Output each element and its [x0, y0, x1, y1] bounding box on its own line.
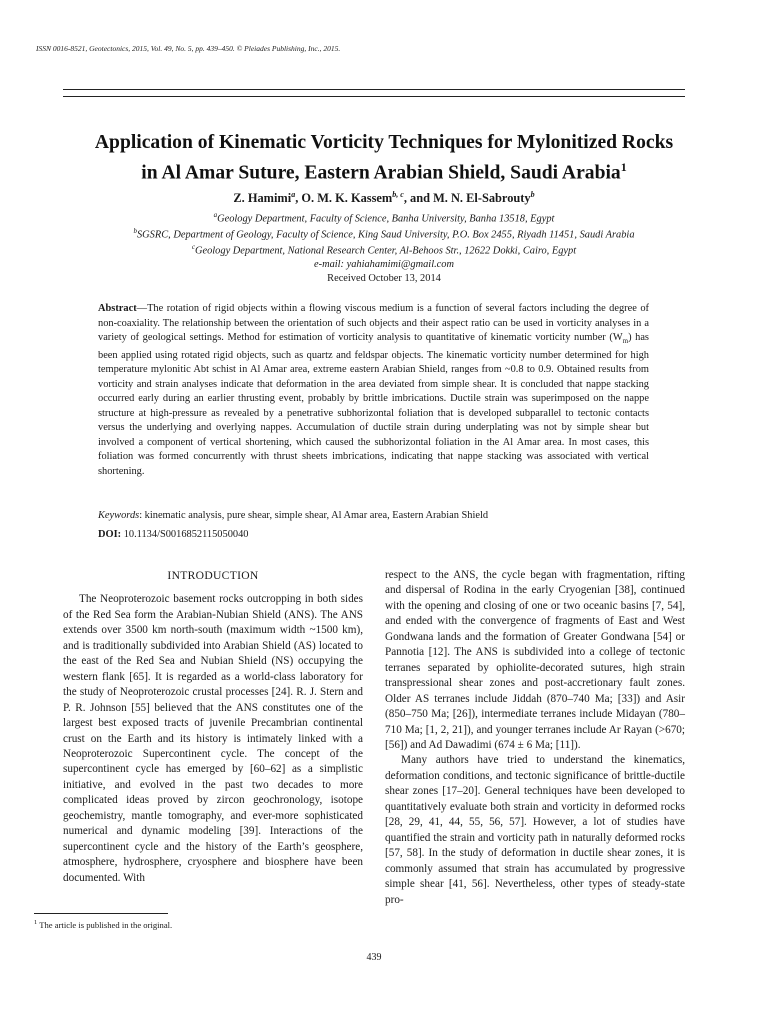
footnote — [34, 919, 334, 930]
abstract-text-part2: ) has been applied using rotated rigid objects, such as quartz and feldspar objects. The kinematic vorticity number determined for high temperature mylonitic Abt schist in Al Amar area, extreme eastern Arabian Shield, ranges from ~0.8 to 0.9. Obtained results from vorticity and strain analyses indicate that deformation in the area deviated from simple shear. It is concluded that nappe stacking occurred early during an earlier thrusting event, probably by brittle imbrications. Ductile strain was superimposed on the nappe structure at high-pressure as revealed by a penetrative subhorizontal foliation that is developed subparallel to tectonic contacts versus the underlying and overlying nappes. Accumulation of ductile strain during underplating was not by simple shear but involved a component of vertical shortening, which caused the subhorizontal foliation in the Al Amar area. In most cases, this foliation was formed concurrently with thrust sheets imbrications, indicating that nappe stacking was associated with vertical shortening. — [98, 332, 649, 477]
affiliation-a-text: Geology Department, Faculty of Science, Banha University, Banha 13518, Egypt — [217, 213, 555, 225]
abstract — [98, 302, 649, 479]
intro-paragraph-1: The Neoproterozoic basement rocks outcropping in both sides of the Red Sea form the Arabian-Nubian Shield (ANS). The ANS extends over 3500 km north-south (maximum width ~1500 km), and is traditionally subdivided into Arabian Shield (AS) located to the east of the Red Sea and Nubian Shield (NS) occupying the western flank [65]. It is regarded as a world-class laboratory for the study of Neoproterozoic crustal processes [24]. R. J. Stern and P. R. Johnson [55] believed that the ANS constitutes one of the largest best exposed tracts of juvenile Precambrian continental crust on the Earth and its history is intimately linked with a Neoproterozoic Supercontinent cycle. The concept of the supercontinent cycle has emerged by [60–62] as a simplistic initiative, and evolved in the past two decades to more complicated ideas proved by zircon geochronology, isotope geochemistry, mantle tomography, and ever-more sophisticated numerical and dynamic modeling [39]. Interactions of the supercontinent cycle and the history of the Earth’s geosphere, atmosphere, hydrosphere, cryosphere and biosphere have been documented. With — [63, 593, 363, 884]
footnote-mark: 1 — [34, 919, 38, 926]
affiliation-b-text: SGSRC, Department of Geology, Faculty of Science, King Saud University, P.O. Box 2455, Riyadh 11451, Saudi Arabia — [136, 229, 635, 241]
author-2-affil: b, c — [392, 190, 404, 199]
keywords — [98, 510, 658, 521]
affiliation-c-text: Geology Department, National Research Center, Al-Behoos Str., 12622 Dokki, Cairo, Egypt — [194, 245, 577, 257]
author-2: , O. M. K. Kassem — [295, 191, 393, 206]
title-line-1: Application of Kinematic Vorticity Techniques for Mylonitized Rocks — [94, 132, 674, 153]
author-1: Z. Hamimi — [233, 191, 292, 206]
affiliation-a-mark: a — [213, 211, 218, 219]
author-email[interactable]: e-mail: yahiahamimi@gmail.com — [314, 259, 454, 270]
affiliation-c-mark: c — [191, 243, 195, 251]
author-list — [40, 190, 728, 206]
doi — [98, 529, 658, 540]
header-rule-thin — [63, 96, 685, 97]
right-column — [385, 568, 685, 908]
author-3: , and M. N. El-Sabrouty — [403, 191, 531, 206]
journal-citation: ISSN 0016-8521, Geotectonics, 2015, Vol. 49, No. 5, pp. 439–450. © Pleiades Publishing, Inc., 2015. — [36, 44, 341, 53]
footnote-text: The article is published in the original. — [37, 919, 173, 930]
author-3-affil: b — [530, 190, 535, 199]
affiliation-b-mark: b — [133, 227, 137, 235]
affiliation-c — [20, 240, 748, 258]
received-date: Received October 13, 2014 — [327, 273, 441, 284]
header-rule-thick — [63, 89, 685, 90]
intro-paragraph-1-continued: respect to the ANS, the cycle began with fragmentation, rifting and dispersal of Rodina in the early Cryogenian [38], continued with the opening and closing of one or two oceanic basins [7, 54], and ended with the convergence of fragments of East and West Gondwana lands and the formation of Greater Gondwana [54] or Pannotia [12]. The ANS is subdivided into a college of tectonic terranes separated by ophiolite-decorated sutures, high strain transpressional shear zones and post-accretionary fault zones. Older AS terranes include Jiddah (870–740 Ma; [33]) and Asir (850–750 Ma; [26]), intermediate terranes include Midayan (780–710 Ma; [1, 2, 21]), and younger terranes include Ar Rayan (>670; [56]) and Ad Dawadimi (674 ± 6 Ma; [11]). — [385, 569, 685, 751]
abstract-label: Abstract — [98, 303, 137, 314]
intro-paragraph-2: Many authors have tried to understand the kinematics, deformation conditions, and tectonic significance of brittle-ductile shear zones [17–20]. General techniques have been developed to quantitatively evaluate both strain and vorticity in deformed rocks [28, 29, 41, 44, 55, 56, 57]. However, a lot of studies have quantified the strain and vorticity path in naturally deformed rocks [57, 58]. In the study of deformation in ductile shear zones, it is commonly assumed that strain has accumulated by progressive simple shear [41, 56]. Nevertheless, other types of steady-state pro- — [385, 754, 685, 906]
footnote-rule — [34, 913, 168, 914]
keywords-text: : kinematic analysis, pure shear, simple shear, Al Amar area, Eastern Arabian Shield — [139, 510, 489, 521]
doi-label: DOI: — [98, 529, 122, 540]
title-line-2 — [40, 155, 728, 186]
keywords-label: Keywords — [98, 510, 140, 521]
page-number: 439 — [366, 952, 382, 963]
left-column — [63, 568, 363, 886]
title-line-2-text: in Al Amar Suture, Eastern Arabian Shield, Saudi Arabia — [141, 162, 621, 184]
title-footnote-mark: 1 — [620, 160, 627, 174]
section-heading-introduction: INTRODUCTION — [167, 569, 259, 582]
abstract-subscript: m — [622, 337, 629, 346]
doi-value[interactable]: 10.1134/S0016852115050040 — [121, 529, 249, 540]
author-1-affil: a — [291, 190, 296, 199]
abstract-text-part1: —The rotation of rigid objects within a flowing viscous medium is a function of several factors including the degree of non-coaxiality. The relationship between the orientation of such objects and their aspect ratio can be used in vorticity analyses in a variety of geological settings. Method for estimation of vorticity analysis to quantitative of kinematic vorticity number (W — [98, 303, 649, 343]
article-title — [40, 130, 728, 186]
